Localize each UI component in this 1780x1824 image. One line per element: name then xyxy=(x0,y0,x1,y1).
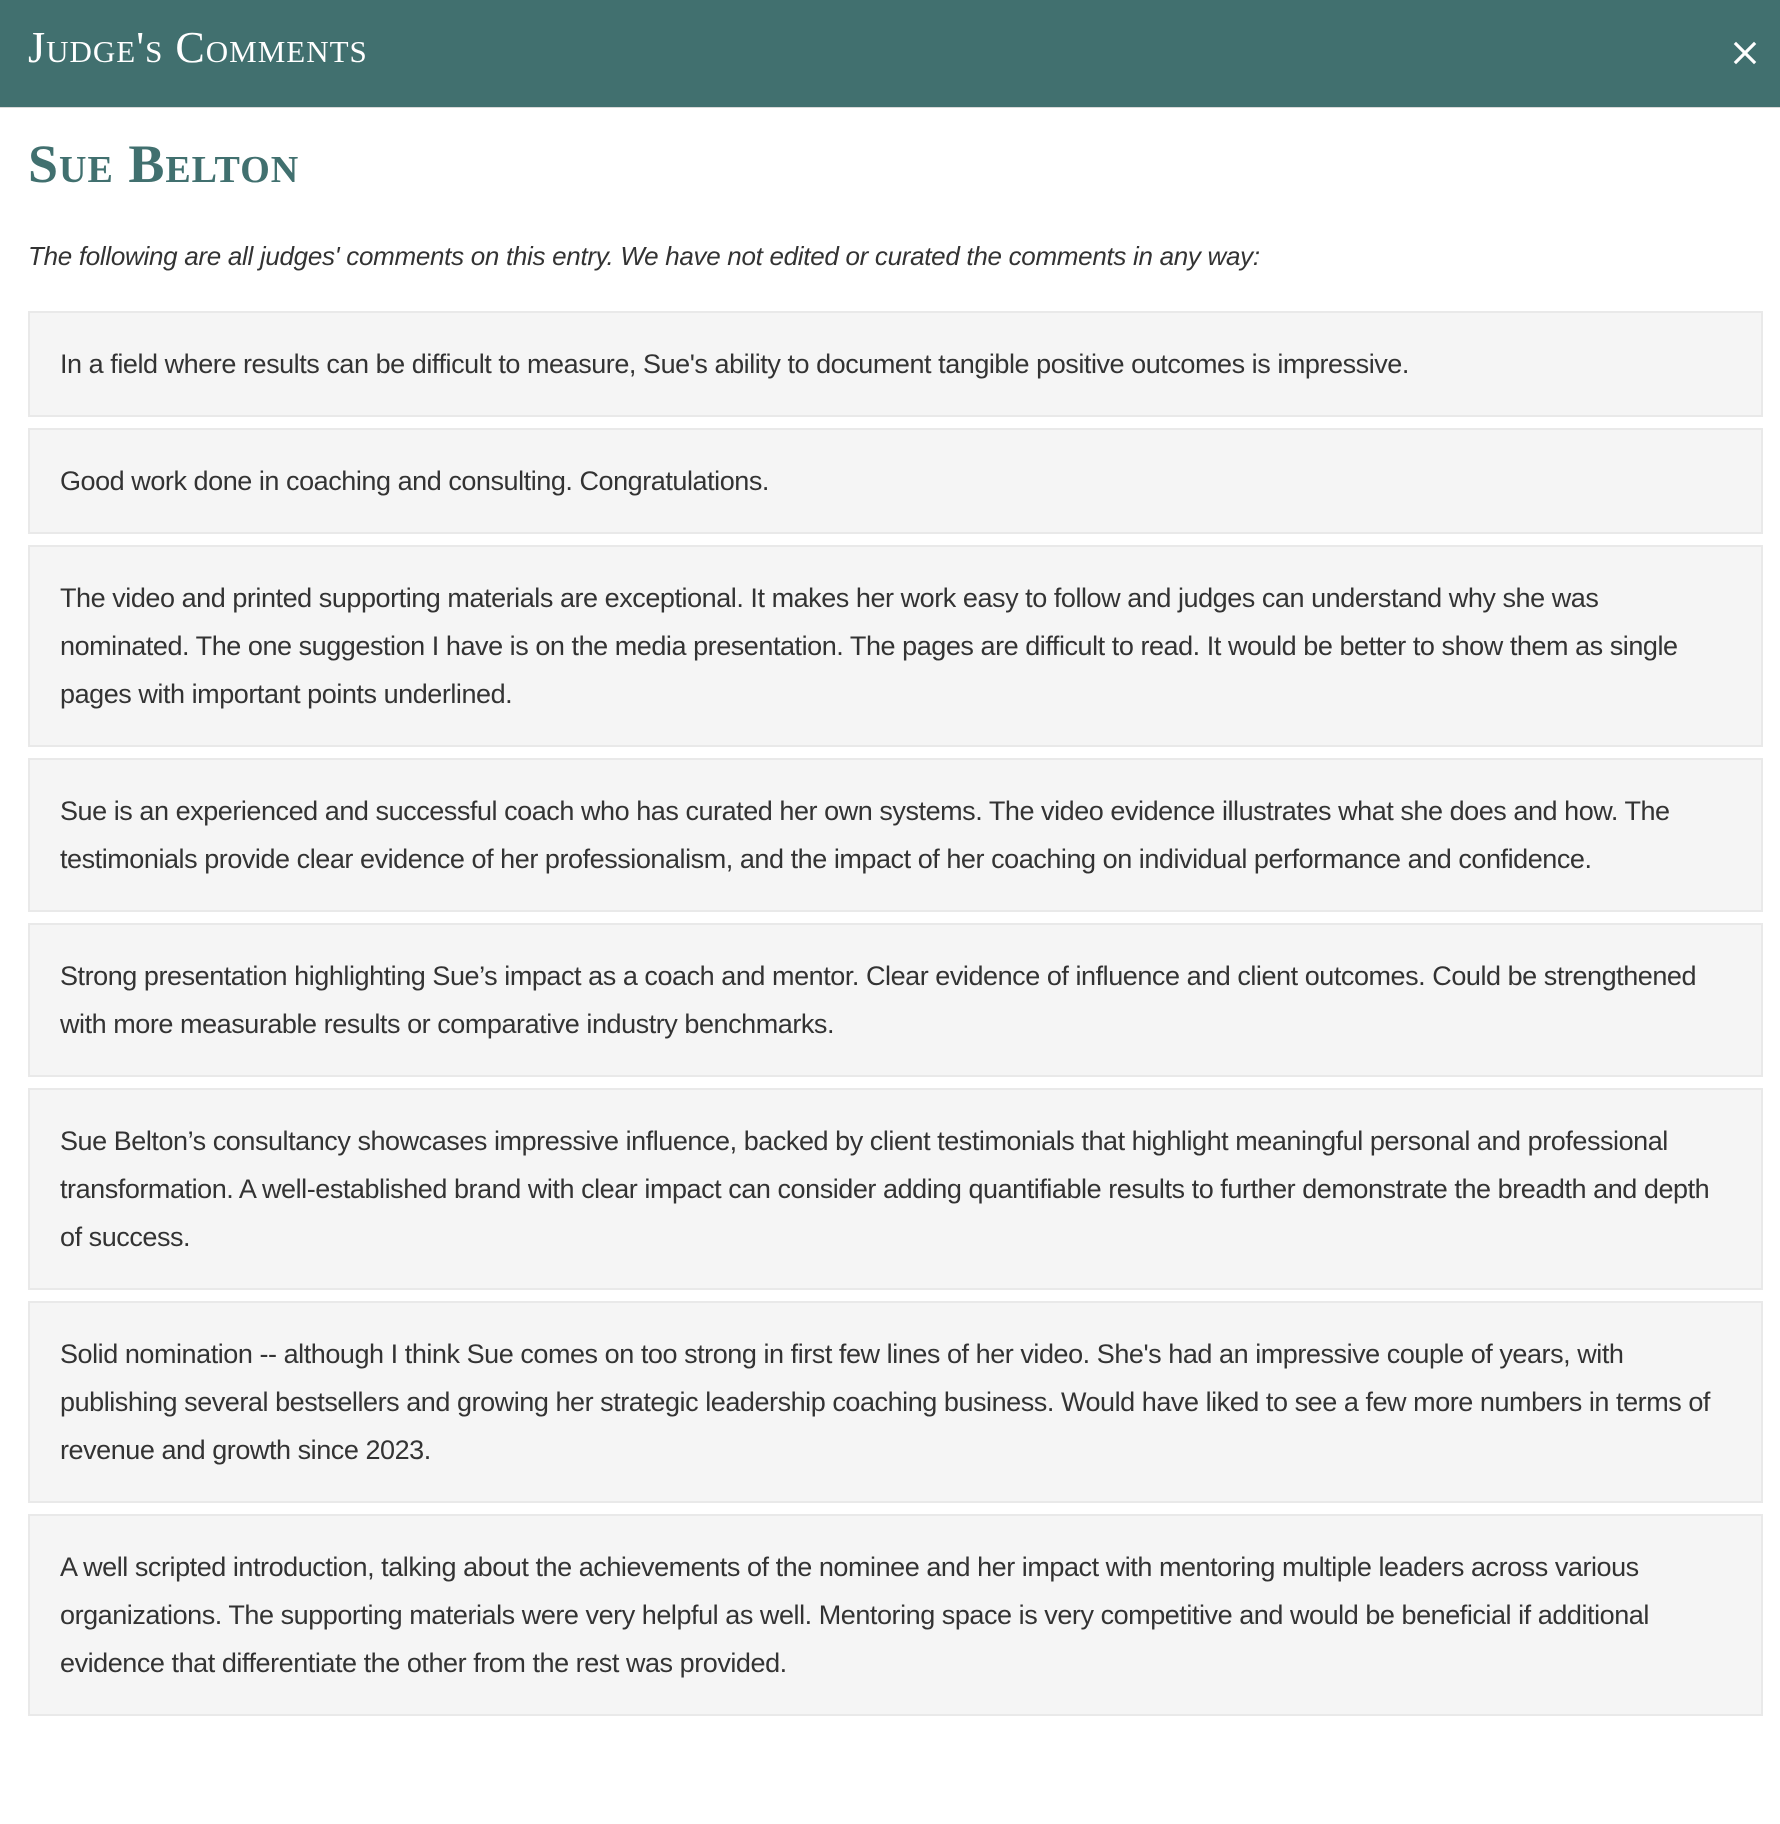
comment-item xyxy=(28,758,1763,912)
comment-text: Good work done in coaching and consulting. Congratulations. xyxy=(60,466,769,496)
comment-text: A well scripted introduction, talking about the achievements of the nominee and her impact with mentoring multiple leaders across various organizations. The supporting materials were very helpful as well. Mentoring space is very competitive and would be beneficial if additional evidence that differentiate the other from the rest was provided. xyxy=(60,1552,1649,1678)
comment-item xyxy=(28,1301,1763,1503)
modal-header xyxy=(0,0,1780,108)
comment-item xyxy=(28,1514,1763,1716)
close-icon xyxy=(1728,36,1762,70)
comment-item xyxy=(28,311,1763,417)
comment-item xyxy=(28,923,1763,1077)
comments-list xyxy=(28,311,1763,1727)
comment-text: In a field where results can be difficult to measure, Sue's ability to document tangible positive outcomes is impressive. xyxy=(60,349,1409,379)
comment-item xyxy=(28,1088,1763,1290)
comment-text: The video and printed supporting materials are exceptional. It makes her work easy to follow and judges can understand why she was nominated. The one suggestion I have is on the media presentation. The pages are difficult to read. It would be better to show them as single pages with important points underlined. xyxy=(60,583,1678,709)
intro-text: The following are all judges' comments on this entry. We have not edited or curated the comments in any way: xyxy=(28,241,1260,271)
nominee-name: Sue Belton xyxy=(28,134,300,194)
comment-text: Strong presentation highlighting Sue’s impact as a coach and mentor. Clear evidence of influence and client outcomes. Could be strengthened with more measurable results or comparative industry benchmarks. xyxy=(60,961,1697,1039)
comment-text: Sue is an experienced and successful coach who has curated her own systems. The video evidence illustrates what she does and how. The testimonials provide clear evidence of her professionalism, and the impact of her coaching on individual performance and confidence. xyxy=(60,796,1670,874)
comment-text: Solid nomination -- although I think Sue comes on too strong in first few lines of her video. She's had an impressive couple of years, with publishing several bestsellers and growing her strategic leadership coaching business. Would have liked to see a few more numbers in terms of revenue and growth since 2023. xyxy=(60,1339,1710,1465)
modal-title: Judge's Comments xyxy=(28,23,368,72)
comment-item xyxy=(28,545,1763,747)
comment-text: Sue Belton’s consultancy showcases impressive influence, backed by client testimonials that highlight meaningful personal and professional transformation. A well-established brand with clear impact can consider adding quantifiable results to further demonstrate the breadth and depth of success. xyxy=(60,1126,1710,1252)
close-button[interactable] xyxy=(1728,36,1762,70)
comment-item xyxy=(28,428,1763,534)
